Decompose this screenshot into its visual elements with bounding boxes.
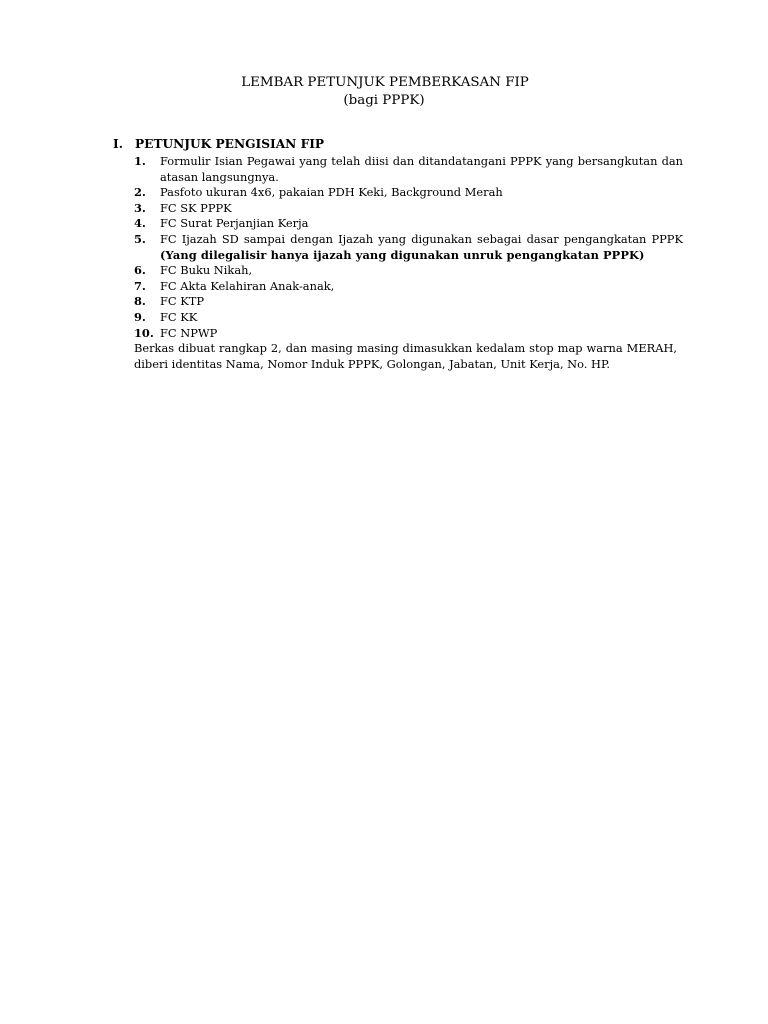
item-text-regular: FC NPWP [160,325,218,340]
item-text-bold-note: (Yang dilegalisir hanya ijazah yang digunakan unruk pengangkatan PPPK) [160,247,645,262]
item-number: 5. [134,231,146,246]
item-text-regular: FC Buku Nikah, [160,263,253,278]
list-item [113,232,683,263]
item-text-regular: FC KTP [160,294,205,309]
item-number: 9. [134,309,146,324]
item-number: 7. [134,278,146,293]
item-text [160,201,683,217]
closing-paragraph: Berkas dibuat rangkap 2, dan masing masing dimasukkan kedalam stop map warna MERAH, diberi identitas Nama, Nomor Induk PPPK, Golongan, Jabatan, Unit Kerja, No. HP. [134,341,677,371]
section-heading-text: PETUNJUK PENGISIAN FIP [135,137,325,151]
section-numeral: I. [113,137,123,151]
item-number: 3. [134,200,146,215]
item-text [160,232,683,263]
document-subtitle: (bagi PPPK) [343,93,425,108]
list-item [113,216,683,232]
list-item [113,279,683,295]
item-text [160,154,683,185]
list-item [113,326,683,342]
item-text-regular: FC SK PPPK [160,200,232,215]
item-text-regular: Formulir Isian Pegawai yang telah diisi dan ditandatangani PPPK yang bersangkutan dan atasan langsungnya. [160,154,683,184]
list-item [113,201,683,217]
list-item [113,154,683,185]
list-item [113,310,683,326]
item-text-regular: Pasfoto ukuran 4x6, pakaian PDH Keki, Background Merah [160,185,503,200]
item-number: 6. [134,263,146,278]
item-text [160,310,683,326]
item-text-regular: FC Surat Perjanjian Kerja [160,216,309,231]
item-text [160,263,683,279]
item-text-regular: FC Akta Kelahiran Anak-anak, [160,278,335,293]
item-number: 4. [134,216,146,231]
item-text [160,326,683,342]
document-title: LEMBAR PETUNJUK PEMBERKASAN FIP [241,75,529,90]
item-text-regular: FC Ijazah SD sampai dengan Ijazah yang digunakan sebagai dasar pengangkatan PPPK [160,231,683,246]
item-text [160,294,683,310]
item-number: 1. [134,154,146,168]
item-text [160,185,683,201]
item-number: 2. [134,185,146,200]
item-text-regular: FC KK [160,309,198,324]
section-heading [113,136,683,152]
title-block [0,74,768,110]
item-text [160,216,683,232]
list-item [113,294,683,310]
section-petunjuk [113,136,683,372]
item-number: 8. [134,294,146,309]
item-number: 10. [134,325,154,340]
item-text [160,279,683,295]
requirements-list [113,154,683,341]
list-item [113,185,683,201]
list-item [113,263,683,279]
